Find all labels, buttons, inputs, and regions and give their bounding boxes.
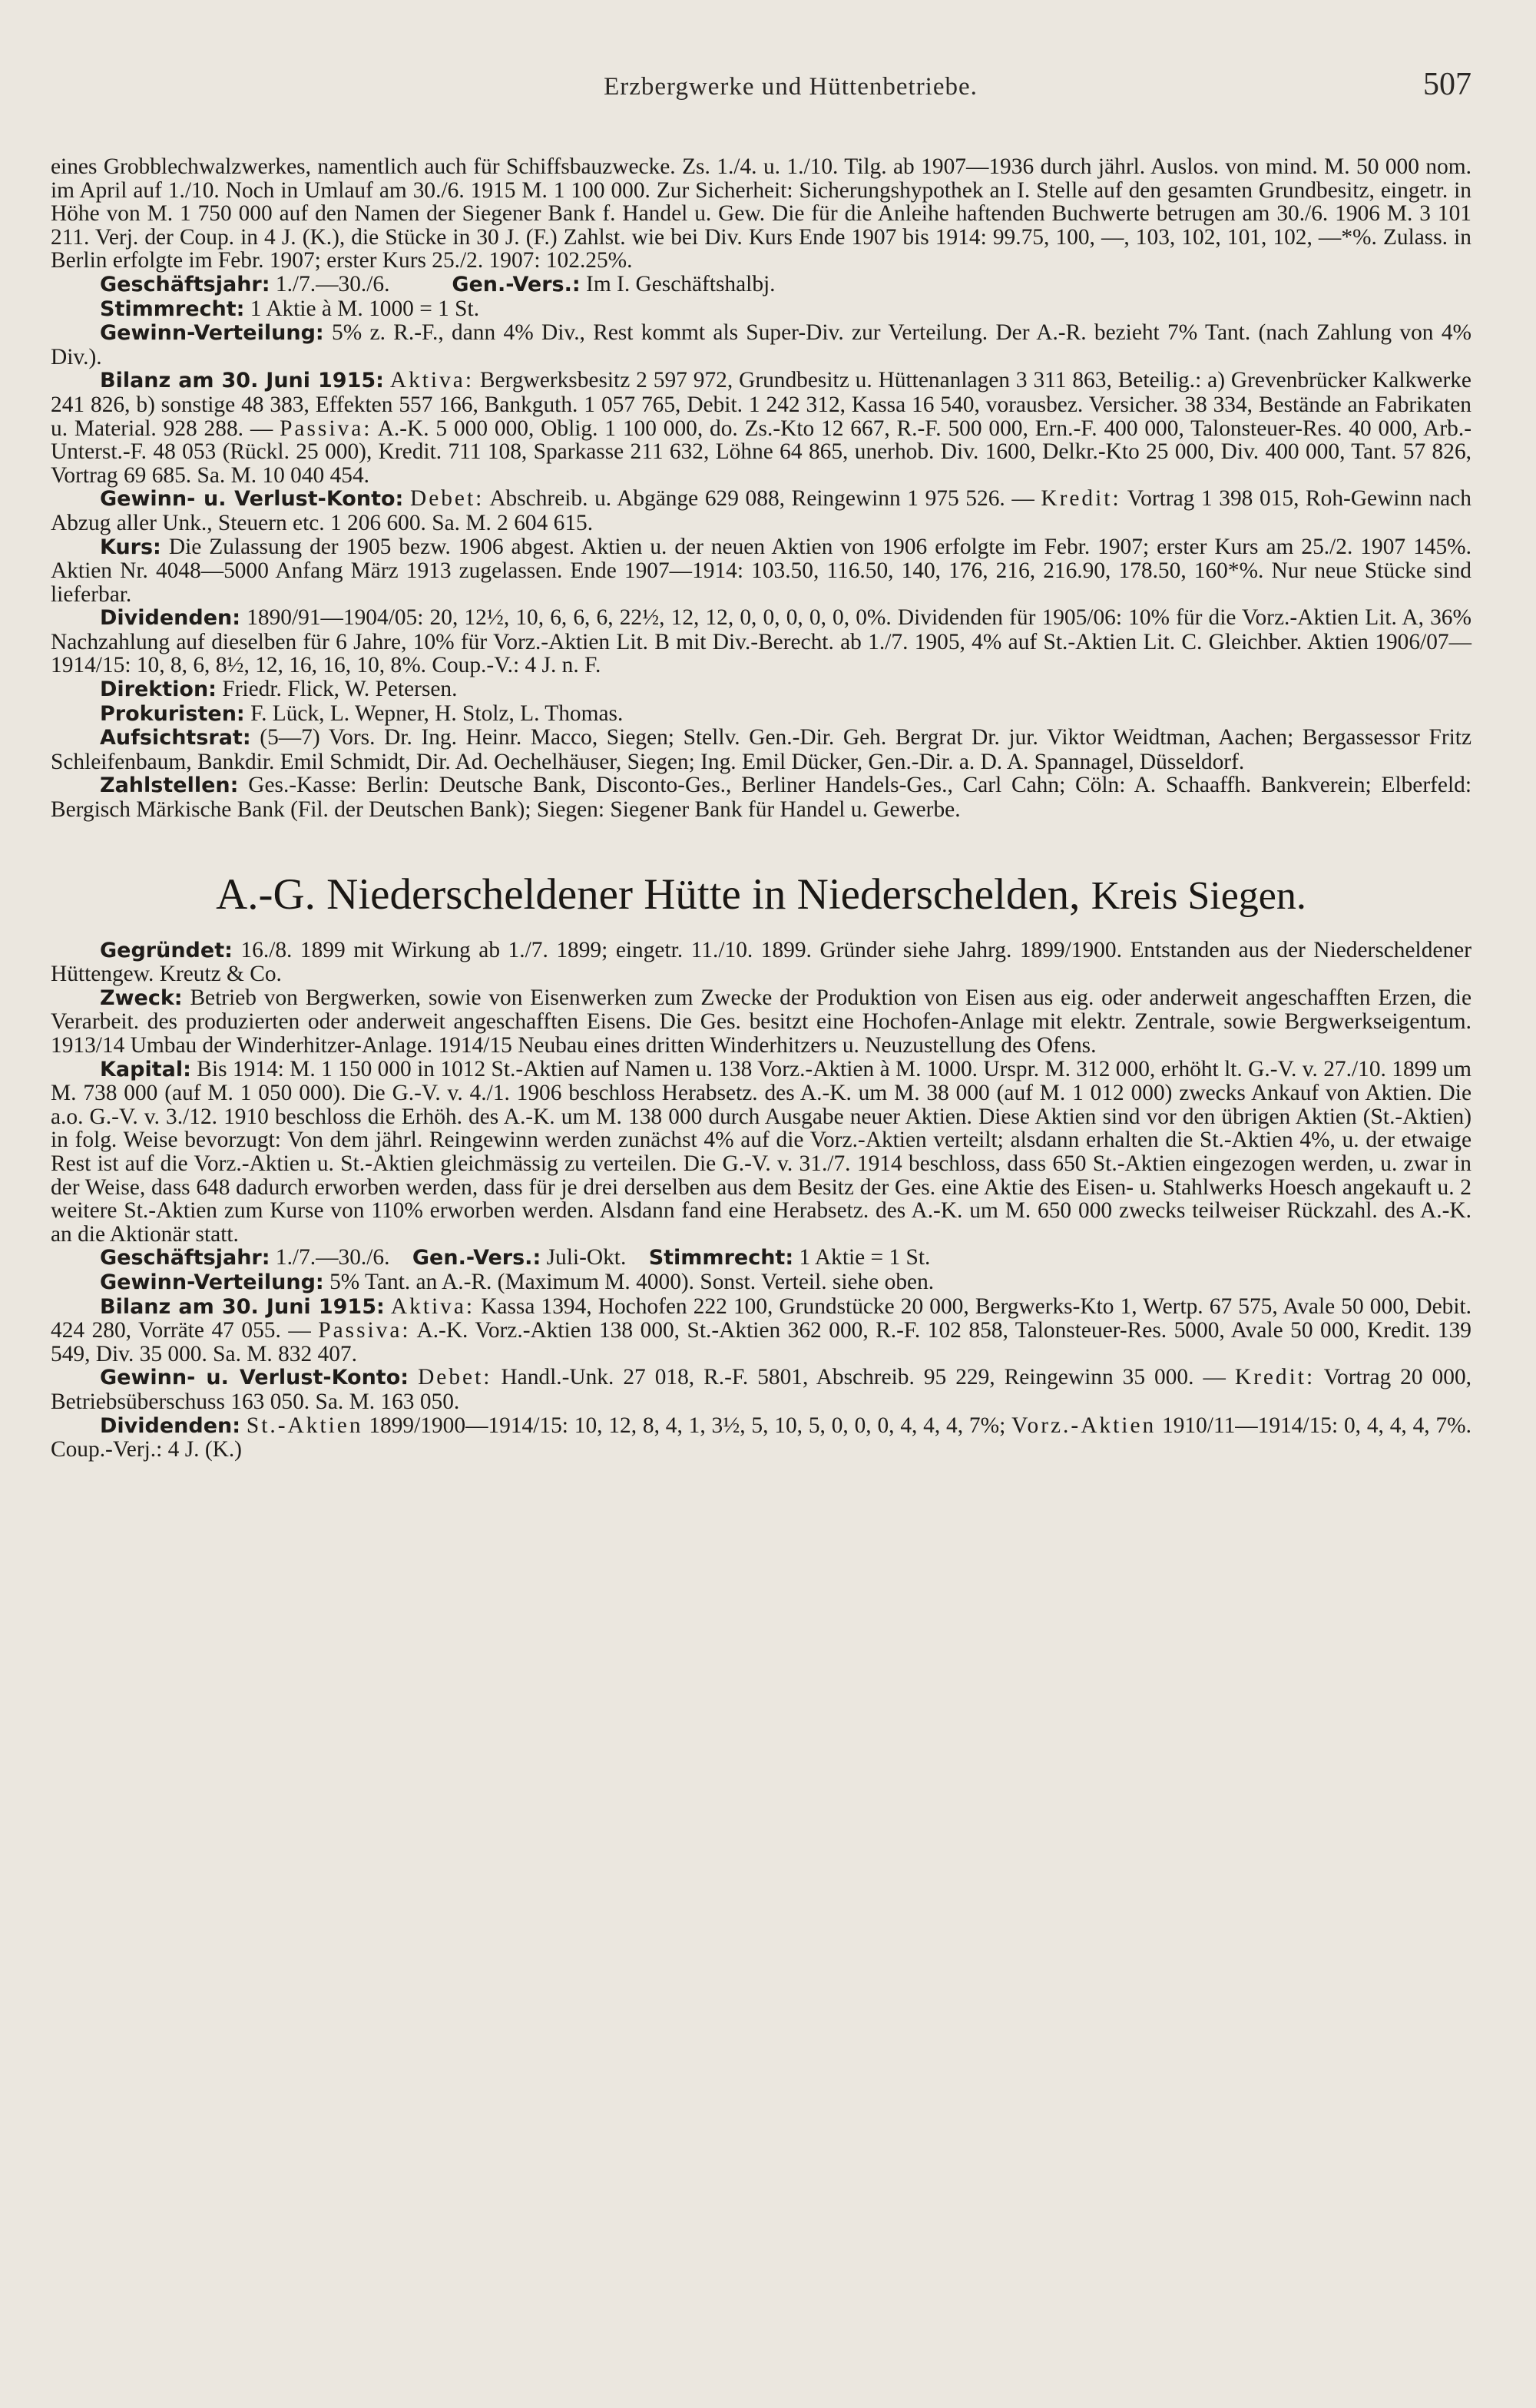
zweck-label: Zweck: [100,985,183,1010]
kapital-label: Kapital: [100,1057,191,1081]
company-aktiva-word: Aktiva: [390,1293,475,1319]
company-heading-main: A.-G. Niederscheldener Hütte in Niederschelden, [216,869,1081,919]
company-bilanz-paragraph [51,1295,1471,1366]
kurs-value: Die Zulassung der 1905 bezw. 1906 abgest. Aktien u. der neuen Aktien von 1906 erfolgte im Febr. 1907; erster Kurs am 25./2. 1907 145%. Aktien Nr. 4048—5000 Anfang März 1913 zugelassen. Ende 1907—1914: 103.50, 116.50, 140, 176, 216, 216.90, 178.50, 160*%. Nur neue Stücke sind lieferbar. [51,534,1471,607]
company-passiva-word: Passiva: [318,1318,411,1343]
genvers-label: Gen.-Vers.: [452,272,581,296]
company-heading-suffix: Kreis Siegen. [1091,873,1306,918]
prokuristen-value: F. Lück, L. Wepner, H. Stolz, L. Thomas. [250,701,624,726]
company-dividenden-value-2: 1910/11—1914/15: 0, 4, 4, 4, 7%. Coup.-Verj.: 4 J. (K.) [51,1413,1471,1462]
bilanz-aktiva: Bergwerksbesitz 2 597 972, Grundbesitz u. Hüttenanlagen 3 311 863, Beteilig.: a) Grevenbrücker Kalkwerke 241 826, b) sonstige 48 383, Effekten 557 166, Bankguth. 1 057 765, Debit. 1 242 312, Kassa 16 540, vorausbez. Versicher. 38 334, Bestände an Fabrikaten u. Material. 928 288. — [51,368,1471,441]
gewinn-verteilung-label: Gewinn-Verteilung: [100,321,324,346]
company-guv-debet: Handl.-Unk. 27 018, R.-F. 5801, Abschreib. 95 229, Reingewinn 35 000. — [501,1365,1226,1390]
bilanz-label: Bilanz am 30. Juni 1915: [100,369,384,393]
kapital-value: Bis 1914: M. 1 150 000 in 1012 St.-Aktien auf Namen u. 138 Vorz.-Aktien à M. 1000. Urspr. M. 312 000, erhöht lt. G.-V. v. 27./10. 1899 um M. 738 000 (auf M. 1 050 000). Die G.-V. v. 4./1. 1906 beschloss Herabsetz. des A.-K. um M. 38 000 (auf M. 1 012 000) zwecks Ankauf von Aktien. Die a.o. G.-V. v. 3./12. 1910 beschloss die Erhöh. des A.-K. um M. 138 000 durch Ausgabe neuer Aktien. Diese Aktien sind vor den übrigen Aktien (St.-Aktien) in folg. Weise bevorzugt: Von dem jährl. Reingewinn werden zunächst 4% auf die Vorz.-Aktien verteilt; alsdann erhalten die St.-Aktien 4%, u. der etwaige Rest ist auf die Vorz.-Aktien u. St.-Aktien gleichmässig zu verteilen. Die G.-V. v. 31./7. 1914 beschloss, dass 650 St.-Aktien eingezogen werden, u. zwar in der Weise, dass 648 dadurch erworben werden, dass für je drei derselben aus dem Besitz der Ges. eine Aktie des Eisen- u. Stahlwerks Hoesch angekauft u. 2 weitere St.-Aktien zum Kurse von 110% erworben werden. Alsdann fand eine Herabsetz. des A.-K. um M. 650 000 zwecks teilweiser Rückzahl. des A.-K. an die Aktionär statt. [51,1056,1471,1247]
direktion-value: Friedr. Flick, W. Petersen. [222,677,458,702]
company-genvers-value: Juli-Okt. [546,1245,627,1270]
aufsichtsrat-label: Aufsichtsrat: [100,726,251,750]
company-geschaeftsjahr-value: 1./7.—30./6. [275,1245,390,1270]
running-title: Erzbergwerke und Hüttenbetriebe. [604,73,978,101]
guv-paragraph [51,487,1471,535]
stimmrecht-line [51,297,1471,322]
aufsichtsrat-paragraph [51,726,1471,773]
page-header [51,66,1471,109]
company-stimmrecht-label: Stimmrecht: [648,1246,794,1270]
company-guv-label: Gewinn- u. Verlust-Konto: [100,1366,409,1390]
bond-continuation-paragraph: eines Grobblechwalzwerkes, namentlich auch für Schiffsbauzwecke. Zs. 1./4. u. 1./10. Tilg. ab 1907—1936 durch jährl. Auslos. von mind. M. 50 000 nom. im April auf 1./10. Noch in Umlauf am 30./6. 1915 M. 1 100 000. Zur Sicherheit: Sicherungshypothek an I. Stelle auf den gesamten Grundbesitz, eingetr. in Höhe von M. 1 750 000 auf den Namen der Siegener Bank f. Handel u. Gew. Die für die Anleihe haftenden Buchwerte betrugen am 30./6. 1906 M. 3 101 211. Verj. der Coup. in 4 J. (K.), die Stücke in 30 J. (F.) Zahlst. wie bei Div. Kurs Ende 1907 bis 1914: 99.75, 100, —, 103, 102, 101, 102, —*%. Zulass. in Berlin erfolgte im Febr. 1907; erster Kurs 25./2. 1907: 102.25%. [51,154,1471,273]
passiva-word: Passiva: [280,416,372,441]
stimmrecht-label: Stimmrecht: [100,296,245,321]
bilanz-passiva: A.-K. 5 000 000, Oblig. 1 100 000, do. Zs.-Kto 12 667, R.-F. 500 000, Ern.-F. 400 000, Talonsteuer-Res. 40 000, Arb.-Unterst.-F. 48 053 (Rückl. 25 000), Kredit. 711 108, Sparkasse 211 632, Löhne 64 865, unerhob. Div. 1600, Delkr.-Kto 25 000, Div. 400 000, Tant. 57 826, Vortrag 69 685. Sa. M. 10 040 454. [51,416,1471,488]
company-genvers-label: Gen.-Vers.: [412,1246,541,1270]
company-debet-word: Debet: [418,1365,492,1390]
company-gewinn-verteilung-value: 5% Tant. an A.-R. (Maximum M. 4000). Sonst. Verteil. siehe oben. [329,1269,935,1294]
zweck-value: Betrieb von Bergwerken, sowie von Eisenwerken zum Zwecke der Produktion von Eisen aus eig. oder anderweit angeschafften Erzen, die Verarbeit. des produzierten oder anderweit angeschafften Eisens. Die Ges. besitzt eine Hochofen-Anlage mit elektr. Zentrale, sowie Bergwerkseigentum. 1913/14 Umbau der Winderhitzer-Anlage. 1914/15 Neubau eines dritten Winderhitzers u. Neuzustellung des Ofens. [51,985,1471,1058]
debet-word: Debet: [409,486,485,512]
company-guv-paragraph [51,1366,1471,1413]
company-entry [51,939,1471,1462]
kapital-paragraph [51,1058,1471,1247]
gegruendet-paragraph [51,939,1471,986]
gegruendet-value: 16./8. 1899 mit Wirkung ab 1./7. 1899; eingetr. 11./10. 1899. Gründer siehe Jahrg. 1899/1900. Entstanden aus der Niederscheldener Hüttengew. Kreutz & Co. [51,937,1471,987]
guv-kredit: Vortrag 1 398 015, Roh-Gewinn nach Abzug aller Unk., Steuern etc. 1 206 600. Sa. M. 2 604 615. [51,486,1471,535]
company-bilanz-passiva: A.-K. Vorz.-Aktien 138 000, St.-Aktien 362 000, R.-F. 102 858, Talonsteuer-Res. 5000, Avale 50 000, Kredit. 139 549, Div. 35 000. Sa. M. 832 407. [51,1318,1471,1366]
gegruendet-label: Gegründet: [100,938,233,962]
guv-label: Gewinn- u. Verlust-Konto: [100,487,404,512]
meeting-info-line [51,273,1471,297]
company-meeting-line [51,1246,1471,1270]
dividenden-paragraph [51,606,1471,677]
st-aktien-word: St.-Aktien [246,1413,363,1438]
geschaeftsjahr-value: 1./7.—30./6. [275,271,390,296]
stimmrecht-value: 1 Aktie à M. 1000 = 1 St. [250,296,480,321]
company-gewinn-verteilung-line [51,1270,1471,1295]
company-stimmrecht-value: 1 Aktie = 1 St. [799,1245,931,1270]
gewinn-verteilung-value: 5% z. R.-F., dann 4% Div., Rest kommt als Super-Div. zur Verteilung. Der A.-R. bezieht 7% Tant. (nach Zahlung von 4% Div.). [51,320,1471,369]
company-bilanz-label: Bilanz am 30. Juni 1915: [100,1294,385,1319]
company-dividenden-paragraph [51,1414,1471,1462]
genvers-value: Im I. Geschäftshalbj. [586,271,776,296]
bilanz-paragraph [51,369,1471,487]
kurs-label: Kurs: [100,535,161,559]
dividenden-value: 1890/91—1904/05: 20, 12½, 10, 6, 6, 6, 22½, 12, 12, 0, 0, 0, 0, 0, 0%. Dividenden für 1905/06: 10% für die Vorz.-Aktien Lit. A, 36% Nachzahlung auf dieselben für 6 Jahre, 10% für Vorz.-Aktien Lit. B mit Div.-Berecht. ab 1./7. 1905, 4% auf St.-Aktien Lit. C. Gleichber. Aktien 1906/07—1914/15: 10, 8, 6, 8½, 12, 16, 16, 10, 8%. Coup.-V.: 4 J. n. F. [51,605,1471,678]
company-geschaeftsjahr-label: Geschäftsjahr: [100,1246,270,1270]
company-dividenden-label: Dividenden: [100,1413,241,1438]
aktiva-word: Aktiva: [389,368,475,393]
guv-debet: Abschreib. u. Abgänge 629 088, Reingewinn 1 975 526. — [489,486,1034,512]
company-guv-kredit: Vortrag 20 000, Betriebsüberschuss 163 050. Sa. M. 163 050. [51,1365,1471,1414]
page-number: 507 [1423,67,1471,102]
company-heading [51,869,1471,922]
prokuristen-label: Prokuristen: [100,701,245,726]
zahlstellen-value: Ges.-Kasse: Berlin: Deutsche Bank, Disconto-Ges., Berliner Handels-Ges., Carl Cahn; Cöln: A. Schaaffh. Bankverein; Elberfeld: Bergisch Märkische Bank (Fil. der Deutschen Bank); Siegen: Siegener Bank für Handel u. Gewerbe. [51,773,1471,823]
kurs-paragraph [51,535,1471,607]
geschaeftsjahr-label: Geschäftsjahr: [100,272,270,296]
zahlstellen-paragraph [51,773,1471,821]
direktion-line [51,677,1471,702]
kredit-word: Kredit: [1041,486,1121,512]
zweck-paragraph [51,986,1471,1058]
company-gewinn-verteilung-label: Gewinn-Verteilung: [100,1270,324,1294]
company-kredit-word: Kredit: [1234,1365,1316,1390]
gewinn-verteilung-paragraph [51,321,1471,369]
prokuristen-line [51,702,1471,727]
aufsichtsrat-value: (5—7) Vors. Dr. Ing. Heinr. Macco, Siegen; Stellv. Gen.-Dir. Geh. Bergrat Dr. jur. Viktor Weidtman, Aachen; Bergassessor Fritz Schleifenbaum, Bankdir. Emil Schmidt, Dir. Ad. Oechelhäuser, Siegen; Ing. Emil Dücker, Gen.-Dir. a. D. A. Spannagel, Düsseldorf. [51,725,1471,774]
dividenden-label: Dividenden: [100,606,241,631]
company-bilanz-aktiva: Kassa 1394, Hochofen 222 100, Grundstücke 20 000, Bergwerks-Kto 1, Wertp. 67 575, Avale 50 000, Debit. 424 280, Vorräte 47 055. — [51,1293,1471,1343]
direktion-label: Direktion: [100,677,217,702]
zahlstellen-label: Zahlstellen: [100,773,239,798]
vorz-aktien-word: Vorz.-Aktien [1011,1413,1157,1438]
previous-company-entry [51,155,1471,822]
company-dividenden-value-1: 1899/1900—1914/15: 10, 12, 8, 4, 1, 3½, 5, 10, 5, 0, 0, 0, 4, 4, 4, 7%; [369,1413,1006,1438]
